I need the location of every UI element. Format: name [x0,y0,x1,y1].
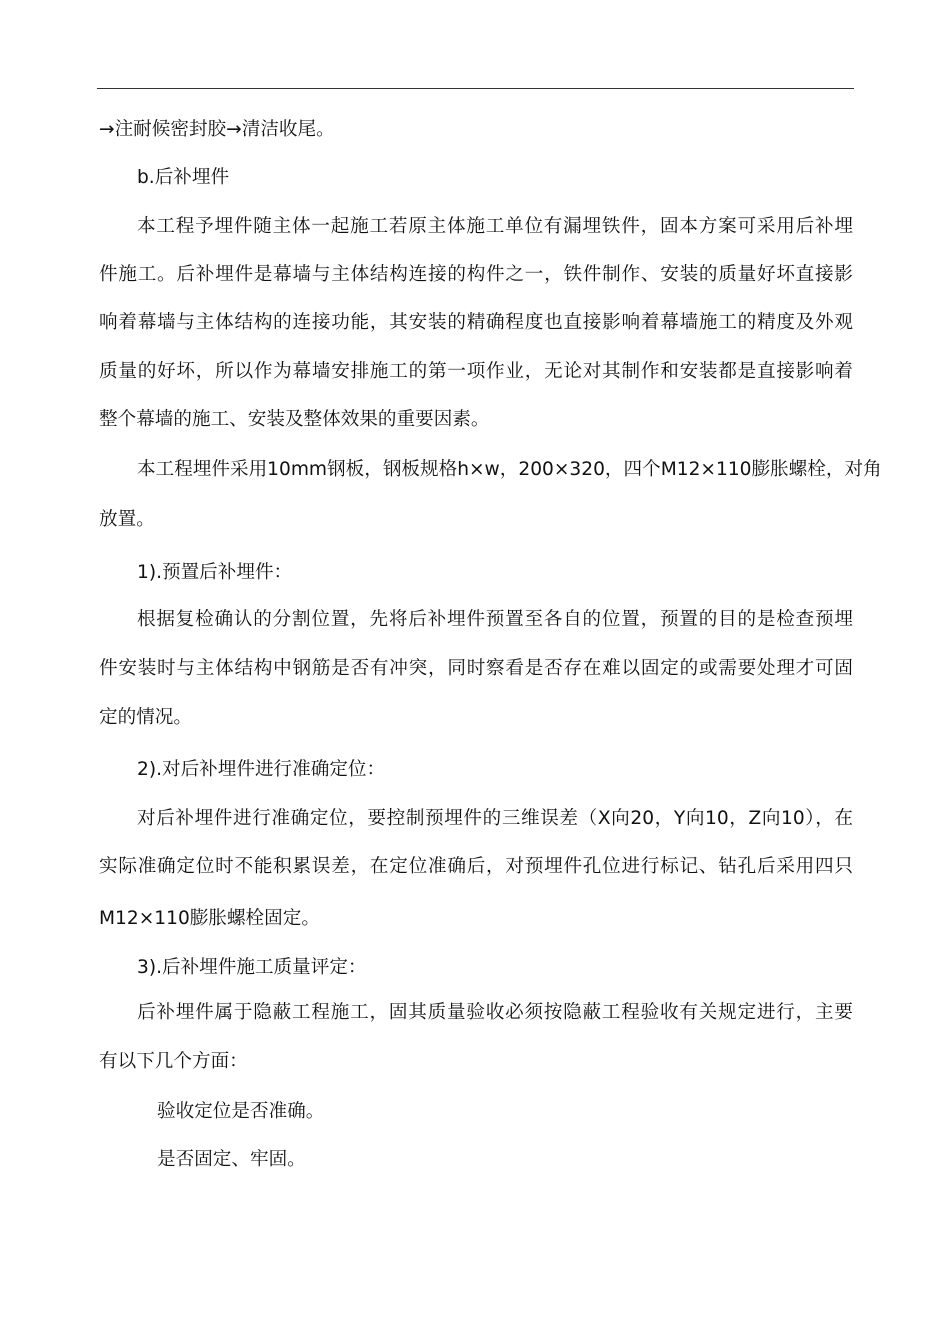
text-line-20: 有以下几个方面： [99,1051,248,1072]
text-line-19: 后补埋件属于隐蔽工程施工，固其质量验收必须按隐蔽工程验收有关规定进行，主要 [137,1002,853,1023]
section-heading-b: b.后补埋件 [137,167,230,188]
text-line-7: 整个幕墙的施工、安装及整体效果的重要因素。 [99,409,490,430]
text-line-15: 对后补埋件进行准确定位，要控制预埋件的三维误差（X向20，Y向10，Z向10），在 [137,808,853,829]
text-line-17: M12×110膨胀螺栓固定。 [99,908,320,929]
list-item-2: 是否固定、牢固。 [157,1149,306,1170]
text-line-8: 本工程埋件采用10mm钢板，钢板规格h×w，200×320，四个M12×110膨胀螺栓，对角 [137,459,882,480]
text-line-5: 响着幕墙与主体结构的连接功能，其安装的精确程度也直接影响着幕墙施工的精度及外观 [99,312,853,333]
text-line-16: 实际准确定位时不能积累误差，在定位准确后，对预埋件孔位进行标记、钻孔后采用四只 [99,856,853,877]
section-heading-3: 3).后补埋件施工质量评定： [137,957,367,978]
text-line-12: 件安装时与主体结构中钢筋是否有冲突，同时察看是否存在难以固定的或需要处理才可固 [99,658,853,679]
text-line-4: 件施工。后补埋件是幕墙与主体结构连接的构件之一，铁件制作、安装的质量好坏直接影 [99,264,853,285]
text-line-13: 定的情况。 [99,707,192,728]
text-line-3: 本工程予埋件随主体一起施工若原主体施工单位有漏埋铁件，固本方案可采用后补埋 [137,216,853,237]
header-rule [97,88,854,89]
text-line-1: →注耐候密封胶→清洁收尾。 [99,119,335,140]
text-line-9: 放置。 [99,509,155,530]
section-heading-2: 2).对后补埋件进行准确定位： [137,759,386,780]
section-heading-1: 1).预置后补埋件： [137,562,293,583]
text-line-11: 根据复检确认的分割位置，先将后补埋件预置至各自的位置，预置的目的是检查预埋 [137,609,853,630]
list-item-1: 验收定位是否准确。 [157,1101,325,1122]
text-line-6: 质量的好坏，所以作为幕墙安排施工的第一项作业，无论对其制作和安装都是直接影响着 [99,361,853,382]
